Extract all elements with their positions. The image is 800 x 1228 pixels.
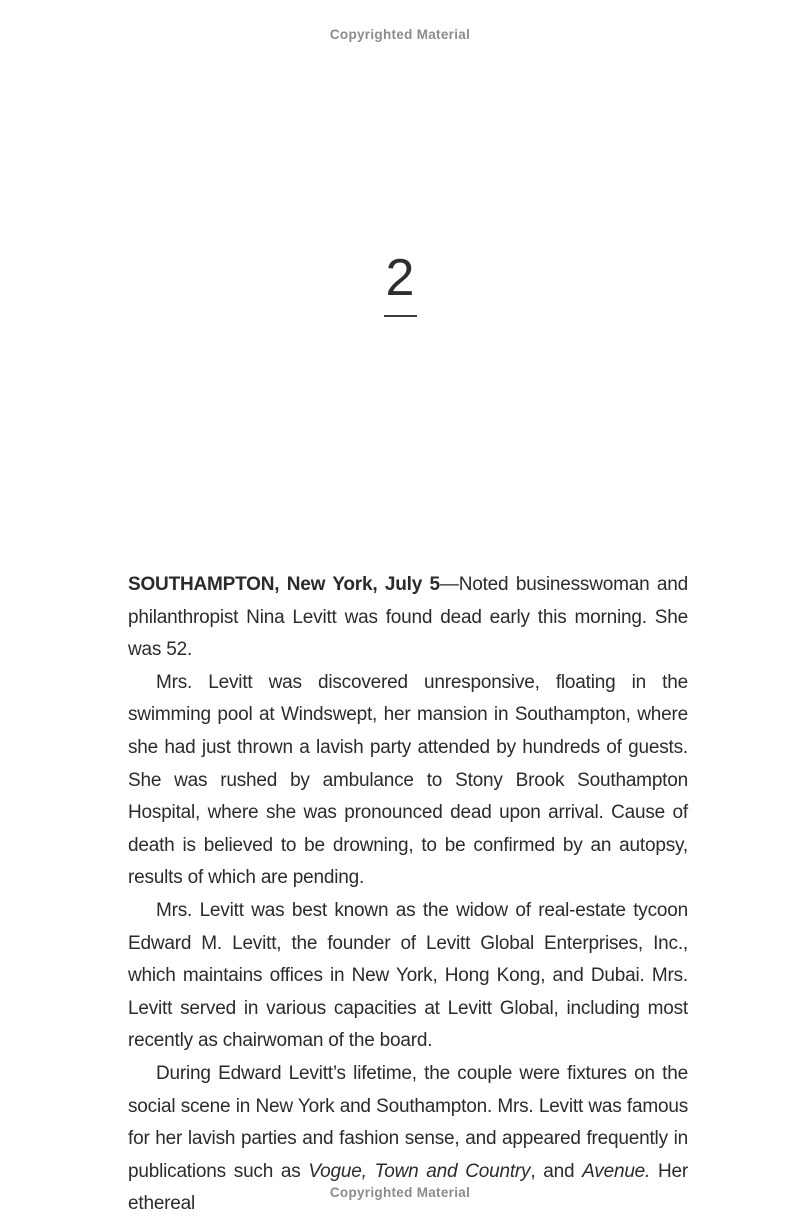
dateline: SOUTHAMPTON, New York, July 5 bbox=[128, 574, 440, 595]
paragraph bbox=[128, 667, 688, 895]
paragraph-text: Her ethereal bbox=[128, 1160, 688, 1215]
chapter-rule bbox=[384, 315, 417, 317]
article-body bbox=[128, 569, 688, 1221]
copyright-banner-top: Copyrighted Material bbox=[329, 27, 471, 42]
paragraph bbox=[128, 895, 688, 1058]
paragraph-text: Mrs. Levitt was best known as the widow of real-estate tycoon Edward M. Levitt, the founder of Levitt Global Enterprises, Inc., which maintains offices in New York, Hong Kong, and Dubai. Mrs. Levitt served in various capacities at Levitt Global, including most recently as chairwoman of the board. bbox=[128, 899, 688, 1052]
publication-title: Vogue, Town and Country bbox=[308, 1160, 531, 1182]
paragraph-text: , and bbox=[530, 1160, 583, 1182]
paragraph-text: —Noted businesswoman and philanthropist Nina Levitt was found dead early this morning. She was 52. bbox=[128, 574, 689, 661]
copyright-banner-bottom: Copyrighted Material bbox=[329, 1185, 471, 1200]
chapter-number: 2 bbox=[385, 249, 415, 307]
paragraph-text: Mrs. Levitt was discovered unresponsive, floating in the swimming pool at Windswept, her mansion in Southampton, where she had just thrown a lavish party attended by hundreds of guests. She was rushed by ambulance to Stony Brook Southampton Hospital, where she was pronounced dead upon arrival. Cause of death is believed to be drowning, to be confirmed by an autopsy, results of which are pending. bbox=[128, 671, 688, 889]
paragraph bbox=[128, 569, 688, 667]
publication-title: Avenue. bbox=[582, 1160, 651, 1182]
paragraph-text: During Edward Levitt’s lifetime, the couple were fixtures on the social scene in New York and Southampton. Mrs. Levitt was famous for her lavish parties and fashion sense, and appeared frequently in publications such as bbox=[128, 1062, 688, 1182]
chapter-heading bbox=[0, 249, 800, 317]
